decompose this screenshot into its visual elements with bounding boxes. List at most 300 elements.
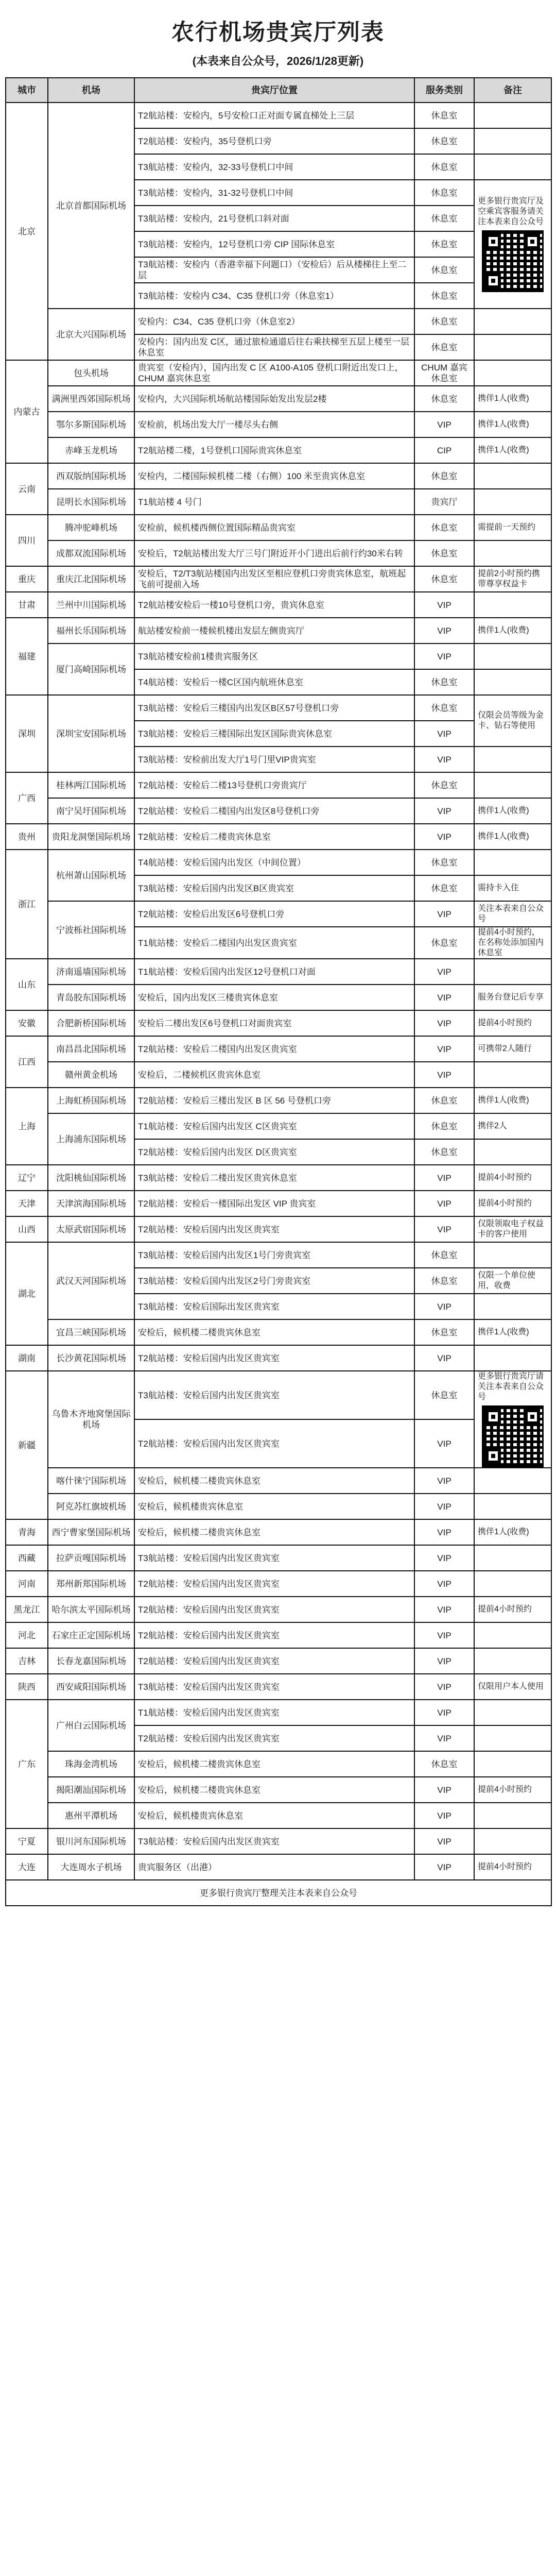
table-row xyxy=(6,412,551,437)
note-cell xyxy=(474,850,551,875)
airport-cell: 杭州萧山国际机场 xyxy=(48,850,134,901)
service-cell: VIP xyxy=(414,1345,474,1371)
table-row xyxy=(6,618,551,643)
location-cell: T2航站楼：安检后国内出发区贵宾室 xyxy=(134,1597,414,1622)
service-cell: 休息室 xyxy=(414,231,474,257)
airport-cell: 鄂尔多斯国际机场 xyxy=(48,412,134,437)
service-cell: 休息室 xyxy=(414,772,474,798)
location-cell: T2航站楼：安检后国内出发区贵宾室 xyxy=(134,1216,414,1242)
note-cell: 提前4小时预约 xyxy=(474,1597,551,1622)
table-row xyxy=(6,1088,551,1113)
location-cell: 安检后，候机楼二楼贵宾休息室 xyxy=(134,1519,414,1545)
table-body xyxy=(6,103,551,1906)
location-cell: T2航站楼安检后一楼10号登机口旁，贵宾休息室 xyxy=(134,592,414,618)
note-cell xyxy=(474,154,551,180)
service-cell: VIP xyxy=(414,1494,474,1519)
airport-cell: 青岛胶东国际机场 xyxy=(48,985,134,1010)
airport-cell: 济南遥墙国际机场 xyxy=(48,959,134,985)
service-cell: VIP xyxy=(414,747,474,772)
service-cell: 休息室 xyxy=(414,1371,474,1419)
column-header: 机场 xyxy=(48,78,134,103)
note-cell: 仅限一个单位使用，收费 xyxy=(474,1268,551,1294)
location-cell: 安检内：国内出发 C区，通过旅检通道后往右乘扶梯至五层上楼至一层休息室 xyxy=(134,334,414,360)
location-cell: T3航站楼：安检前出发大厅1号门里VIP贵宾室 xyxy=(134,747,414,772)
city-cell: 四川 xyxy=(6,515,48,566)
table-row xyxy=(6,850,551,875)
table-row xyxy=(6,1036,551,1062)
note-cell: 携伴1人(收费) xyxy=(474,798,551,824)
location-cell: T2航站楼：安检内，5号安检口正对面专属直梯处上三层 xyxy=(134,103,414,128)
location-cell: 贵宾室（安检内），国内出发 C 区 A100-A105 登机口附近出发口上，CHUM 嘉宾休息室 xyxy=(134,360,414,386)
airport-cell: 深圳宝安国际机场 xyxy=(48,695,134,772)
city-cell: 内蒙古 xyxy=(6,360,48,463)
service-cell: 休息室 xyxy=(414,1319,474,1345)
note-cell xyxy=(474,959,551,985)
table-row xyxy=(6,1494,551,1519)
location-cell: 安检后，候机楼二楼贵宾休息室 xyxy=(134,1468,414,1494)
location-cell: T2航站楼：安检后二楼国内出发区贵宾室 xyxy=(134,1036,414,1062)
service-cell: VIP xyxy=(414,1622,474,1648)
airport-cell: 赣州黄金机场 xyxy=(48,1062,134,1088)
note-cell xyxy=(474,1545,551,1571)
airport-cell: 西安咸阳国际机场 xyxy=(48,1674,134,1700)
qr-finder-mark xyxy=(525,1409,540,1425)
location-cell: 安检后，候机楼二楼贵宾休息室 xyxy=(134,1751,414,1777)
note-cell: 携伴1人(收费) xyxy=(474,412,551,437)
service-cell: VIP xyxy=(414,1725,474,1751)
table-row xyxy=(6,1597,551,1622)
airport-cell: 宜昌三峡国际机场 xyxy=(48,1319,134,1345)
note-cell xyxy=(474,128,551,154)
service-cell: VIP xyxy=(414,618,474,643)
note-cell: 更多银行贵宾厅请关注本表来自公众号 xyxy=(474,1371,551,1468)
note-cell xyxy=(474,309,551,334)
city-cell: 甘肃 xyxy=(6,592,48,618)
airport-cell: 石家庄正定国际机场 xyxy=(48,1622,134,1648)
city-cell: 吉林 xyxy=(6,1648,48,1674)
location-cell: T2航站楼：安检后国内出发区贵宾室 xyxy=(134,1725,414,1751)
table-row xyxy=(6,1700,551,1725)
airport-cell: 大连周水子机场 xyxy=(48,1854,134,1880)
note-cell xyxy=(474,1725,551,1751)
airport-cell: 桂林两江国际机场 xyxy=(48,772,134,798)
city-cell: 福建 xyxy=(6,618,48,695)
service-cell: VIP xyxy=(414,1777,474,1803)
service-cell: VIP xyxy=(414,1545,474,1571)
table-row xyxy=(6,985,551,1010)
note-cell: 携伴2人 xyxy=(474,1113,551,1139)
table-row xyxy=(6,1062,551,1088)
location-cell: T3航站楼：安检后三楼国际出发区国际贵宾休息室 xyxy=(134,721,414,747)
note-cell xyxy=(474,360,551,386)
service-cell: VIP xyxy=(414,824,474,850)
location-cell: T3航站楼：安检后二楼出发区贵宾休息室 xyxy=(134,1165,414,1191)
city-cell: 上海 xyxy=(6,1088,48,1165)
location-cell: 安检内，二楼国际候机楼二楼（右侧）100 米至贵宾休息室 xyxy=(134,463,414,489)
qr-finder-mark xyxy=(525,234,540,249)
table-row xyxy=(6,1545,551,1571)
column-header: 备注 xyxy=(474,78,551,103)
table-row xyxy=(6,1345,551,1371)
service-cell: VIP xyxy=(414,1419,474,1468)
service-cell: 休息室 xyxy=(414,1268,474,1294)
note-cell: 需持卡入住 xyxy=(474,875,551,901)
city-cell: 贵州 xyxy=(6,824,48,850)
airport-cell: 北京首都国际机场 xyxy=(48,103,134,309)
note-cell xyxy=(474,643,551,669)
airport-cell: 南宁吴圩国际机场 xyxy=(48,798,134,824)
note-cell xyxy=(474,1571,551,1597)
airport-cell: 喀什徕宁国际机场 xyxy=(48,1468,134,1494)
table-row xyxy=(6,1319,551,1345)
footer-note: 更多银行贵宾厅整理关注本表来自公众号 xyxy=(6,1880,551,1906)
airport-cell: 珠海金湾机场 xyxy=(48,1751,134,1777)
note-cell: 携伴1人(收费) xyxy=(474,824,551,850)
table-row xyxy=(6,1777,551,1803)
service-cell: 休息室 xyxy=(414,875,474,901)
service-cell: 休息室 xyxy=(414,695,474,721)
location-cell: T1航站楼 4 号门 xyxy=(134,489,414,515)
note-cell: 需提前一天预约 xyxy=(474,515,551,540)
city-cell: 辽宁 xyxy=(6,1165,48,1191)
airport-cell: 广州白云国际机场 xyxy=(48,1700,134,1751)
service-cell: 休息室 xyxy=(414,669,474,695)
airport-cell: 腾冲驼峰机场 xyxy=(48,515,134,540)
note-cell: 提前4小时预约 xyxy=(474,1010,551,1036)
qr-finder-mark xyxy=(485,1448,501,1464)
service-cell: VIP xyxy=(414,1674,474,1700)
table-row xyxy=(6,1165,551,1191)
service-cell: 休息室 xyxy=(414,1139,474,1165)
airport-cell: 武汉天河国际机场 xyxy=(48,1242,134,1319)
location-cell: 安检后二楼出发区6号登机口对面贵宾室 xyxy=(134,1010,414,1036)
table-row xyxy=(6,1571,551,1597)
page-title: 农行机场贵宾厅列表 xyxy=(171,20,385,45)
table-row xyxy=(6,643,551,669)
location-cell: T3航站楼：安检后国内出发区贵宾室 xyxy=(134,1545,414,1571)
airport-cell: 南昌昌北国际机场 xyxy=(48,1036,134,1062)
service-cell: VIP xyxy=(414,1828,474,1854)
service-cell: 休息室 xyxy=(414,128,474,154)
location-cell: T1航站楼：安检后国内出发区 C区贵宾室 xyxy=(134,1113,414,1139)
note-cell xyxy=(474,1700,551,1725)
note-cell: 携伴1人(收费) xyxy=(474,386,551,412)
service-cell: VIP xyxy=(414,1700,474,1725)
location-cell: T3航站楼：安检后国内出发区贵宾室 xyxy=(134,1371,414,1419)
location-cell: T2航站楼：安检后二楼国内出发区8号登机口旁 xyxy=(134,798,414,824)
location-cell: T2航站楼：安检后二楼贵宾休息室 xyxy=(134,824,414,850)
airport-cell: 惠州平潭机场 xyxy=(48,1803,134,1828)
location-cell: T3航站楼：安检后国内出发区1号门旁贵宾室 xyxy=(134,1242,414,1268)
location-cell: T3航站楼：安检后国内出发区B区贵宾室 xyxy=(134,875,414,901)
city-cell: 大连 xyxy=(6,1854,48,1880)
service-cell: VIP xyxy=(414,1216,474,1242)
city-cell: 云南 xyxy=(6,463,48,515)
location-cell: 贵宾服务区（出港） xyxy=(134,1854,414,1880)
note-cell: 携伴1人(收费) xyxy=(474,1519,551,1545)
location-cell: T3航站楼：安检后三楼国内出发区B区57号登机口旁 xyxy=(134,695,414,721)
note-cell xyxy=(474,1828,551,1854)
lounge-table xyxy=(5,77,552,1906)
note-cell xyxy=(474,540,551,566)
table-row xyxy=(6,360,551,386)
table-row xyxy=(6,772,551,798)
table-row xyxy=(6,1751,551,1777)
table-row xyxy=(6,1854,551,1880)
table-row xyxy=(6,540,551,566)
location-cell: T2航站楼：安检后出发区6号登机口旁 xyxy=(134,901,414,927)
note-cell: 服务台登记后专享 xyxy=(474,985,551,1010)
note-cell: 提前4小时预约 xyxy=(474,1777,551,1803)
location-cell: T1航站楼：安检后国内出发区12号登机口对面 xyxy=(134,959,414,985)
table-row xyxy=(6,695,551,721)
location-cell: 安检后，候机楼二楼贵宾休息室 xyxy=(134,1777,414,1803)
table-row xyxy=(6,1519,551,1545)
service-cell: VIP xyxy=(414,592,474,618)
location-cell: T3航站楼：安检内，31-32号登机口中间 xyxy=(134,180,414,206)
table-row xyxy=(6,824,551,850)
service-cell: 休息室 xyxy=(414,1088,474,1113)
airport-cell: 长沙黄花国际机场 xyxy=(48,1345,134,1371)
location-cell: T3航站楼：安检内，32-33号登机口中间 xyxy=(134,154,414,180)
city-cell: 深圳 xyxy=(6,695,48,772)
city-cell: 陕西 xyxy=(6,1674,48,1700)
airport-cell: 上海浦东国际机场 xyxy=(48,1113,134,1165)
note-cell: 仅限领取电子权益卡的客户使用 xyxy=(474,1216,551,1242)
service-cell: 休息室 xyxy=(414,1242,474,1268)
table-row xyxy=(6,1648,551,1674)
service-cell: 休息室 xyxy=(414,927,474,959)
airport-cell: 上海虹桥国际机场 xyxy=(48,1088,134,1113)
location-cell: T4航站楼：安检后一楼C区国内航班休息室 xyxy=(134,669,414,695)
airport-cell: 乌鲁木齐地窝堡国际机场 xyxy=(48,1371,134,1468)
table-row xyxy=(6,592,551,618)
table-row xyxy=(6,489,551,515)
airport-cell: 揭阳潮汕国际机场 xyxy=(48,1777,134,1803)
location-cell: 航站楼安检前一楼候机楼出发层左侧贵宾厅 xyxy=(134,618,414,643)
note-cell xyxy=(474,1062,551,1088)
airport-cell: 阿克苏红旗坡机场 xyxy=(48,1494,134,1519)
city-cell: 山西 xyxy=(6,1216,48,1242)
service-cell: 休息室 xyxy=(414,154,474,180)
airport-cell: 银川河东国际机场 xyxy=(48,1828,134,1854)
location-cell: T3航站楼：安检后国际出发区贵宾室 xyxy=(134,1294,414,1319)
service-cell: VIP xyxy=(414,1648,474,1674)
service-cell: VIP xyxy=(414,1010,474,1036)
location-cell: T1航站楼：安检后二楼国内出发区贵宾室 xyxy=(134,927,414,959)
location-cell: T2航站楼：安检后国内出发区贵宾室 xyxy=(134,1571,414,1597)
table-row xyxy=(6,1010,551,1036)
location-cell: T2航站楼：安检后国内出发区贵宾室 xyxy=(134,1622,414,1648)
service-cell: VIP xyxy=(414,1294,474,1319)
location-cell: 安检后，二楼候机区贵宾休息室 xyxy=(134,1062,414,1088)
note-cell xyxy=(474,1242,551,1268)
location-cell: T2航站楼：安检内，35号登机口旁 xyxy=(134,128,414,154)
note-cell: 可携带2人随行 xyxy=(474,1036,551,1062)
note-cell xyxy=(474,1622,551,1648)
location-cell: T2航站楼：安检后一楼国际出发区 VIP 贵宾室 xyxy=(134,1191,414,1216)
city-cell: 西藏 xyxy=(6,1545,48,1571)
service-cell: CHUM 嘉宾休息室 xyxy=(414,360,474,386)
service-cell: 休息室 xyxy=(414,257,474,283)
city-cell: 山东 xyxy=(6,959,48,1010)
airport-cell: 满洲里西郊国际机场 xyxy=(48,386,134,412)
table-row xyxy=(6,1803,551,1828)
table-row xyxy=(6,798,551,824)
note-cell: 仅限用户本人使用 xyxy=(474,1674,551,1700)
location-cell: 安检后，T2/T3航站楼国内出发区至相应登机口旁贵宾休息室，航班起飞前可提前入场 xyxy=(134,566,414,592)
city-cell: 北京 xyxy=(6,103,48,360)
table-header-row xyxy=(6,78,551,103)
service-cell: VIP xyxy=(414,1519,474,1545)
note-cell: 更多银行贵宾厅及空乘宾客服务请关注本表来自公众号 xyxy=(474,180,551,309)
location-cell: T2航站楼：安检后二楼13号登机口旁贵宾厅 xyxy=(134,772,414,798)
location-cell: 安检内，大兴国际机场航站楼国际始发出发层2楼 xyxy=(134,386,414,412)
note-cell: 携伴1人(收费) xyxy=(474,1088,551,1113)
note-cell xyxy=(474,1345,551,1371)
qr-code-icon xyxy=(482,230,544,292)
service-cell: VIP xyxy=(414,721,474,747)
note-cell xyxy=(474,1648,551,1674)
city-cell: 江西 xyxy=(6,1036,48,1088)
location-cell: T2航站楼：安检后国内出发区贵宾室 xyxy=(134,1345,414,1371)
city-cell: 新疆 xyxy=(6,1371,48,1519)
airport-cell: 西双版纳国际机场 xyxy=(48,463,134,489)
page-header xyxy=(0,0,556,77)
airport-cell: 太原武宿国际机场 xyxy=(48,1216,134,1242)
airport-cell: 厦门高崎国际机场 xyxy=(48,643,134,695)
table-row xyxy=(6,1371,551,1419)
location-cell: T3航站楼：安检后国内出发区2号门旁贵宾室 xyxy=(134,1268,414,1294)
service-cell: 休息室 xyxy=(414,309,474,334)
table-row xyxy=(6,1242,551,1268)
qr-finder-mark xyxy=(485,273,501,289)
note-cell xyxy=(474,747,551,772)
service-cell: VIP xyxy=(414,1854,474,1880)
airport-cell: 贵阳龙洞堡国际机场 xyxy=(48,824,134,850)
note-cell xyxy=(474,103,551,128)
note-cell xyxy=(474,1494,551,1519)
city-cell: 湖北 xyxy=(6,1242,48,1345)
service-cell: VIP xyxy=(414,1165,474,1191)
table-row xyxy=(6,1113,551,1139)
table-row xyxy=(6,1191,551,1216)
note-cell xyxy=(474,1803,551,1828)
service-cell: 休息室 xyxy=(414,283,474,309)
note-cell xyxy=(474,1751,551,1777)
location-cell: T4航站楼：安检后国内出发区（中间位置） xyxy=(134,850,414,875)
table-row xyxy=(6,1216,551,1242)
airport-cell: 北京大兴国际机场 xyxy=(48,309,134,360)
city-cell: 河北 xyxy=(6,1622,48,1648)
service-cell: 休息室 xyxy=(414,180,474,206)
note-cell xyxy=(474,592,551,618)
airport-cell: 沈阳桃仙国际机场 xyxy=(48,1165,134,1191)
service-cell: VIP xyxy=(414,1191,474,1216)
note-cell: 提前4小时预约 xyxy=(474,1854,551,1880)
note-cell: 提前2小时预约携带尊享权益卡 xyxy=(474,566,551,592)
service-cell: VIP xyxy=(414,959,474,985)
airport-cell: 宁波栎社国际机场 xyxy=(48,901,134,959)
service-cell: CIP xyxy=(414,437,474,463)
service-cell: 休息室 xyxy=(414,334,474,360)
airport-cell: 赤峰玉龙机场 xyxy=(48,437,134,463)
note-cell xyxy=(474,1294,551,1319)
city-cell: 黑龙江 xyxy=(6,1597,48,1622)
city-cell: 湖南 xyxy=(6,1345,48,1371)
location-cell: 安检后，候机楼贵宾休息室 xyxy=(134,1494,414,1519)
location-cell: T2航站楼二楼，1号登机口国际贵宾休息室 xyxy=(134,437,414,463)
note-cell: 提前4小时预约 xyxy=(474,1191,551,1216)
table-row xyxy=(6,959,551,985)
note-cell: 提前4小时预约 xyxy=(474,1165,551,1191)
table-row xyxy=(6,437,551,463)
location-cell: T1航站楼：安检后国内出发区贵宾室 xyxy=(134,1700,414,1725)
service-cell: VIP xyxy=(414,901,474,927)
note-cell: 携伴1人(收费) xyxy=(474,618,551,643)
service-cell: 休息室 xyxy=(414,566,474,592)
location-cell: 安检后，T2航站楼出发大厅三号门附近开小门进出后前行约30米右转 xyxy=(134,540,414,566)
column-header: 城市 xyxy=(6,78,48,103)
location-cell: 安检后，候机楼二楼贵宾休息室 xyxy=(134,1319,414,1345)
city-cell: 浙江 xyxy=(6,850,48,959)
service-cell: 休息室 xyxy=(414,1113,474,1139)
service-cell: VIP xyxy=(414,1036,474,1062)
airport-cell: 昆明长水国际机场 xyxy=(48,489,134,515)
footer-row xyxy=(6,1880,551,1906)
table-row xyxy=(6,1468,551,1494)
location-cell: T3航站楼：安检后国内出发区贵宾室 xyxy=(134,1674,414,1700)
table-row xyxy=(6,463,551,489)
service-cell: VIP xyxy=(414,985,474,1010)
service-cell: VIP xyxy=(414,798,474,824)
service-cell: VIP xyxy=(414,412,474,437)
location-cell: T2航站楼：安检后国内出发区 D区贵宾室 xyxy=(134,1139,414,1165)
service-cell: VIP xyxy=(414,1597,474,1622)
location-cell: 安检前，候机楼西侧位置国际精品贵宾室 xyxy=(134,515,414,540)
location-cell: T2航站楼：安检后国内出发区贵宾室 xyxy=(134,1419,414,1468)
airport-cell: 西宁曹家堡国际机场 xyxy=(48,1519,134,1545)
page-subtitle: (本表来自公众号，2026/1/28更新) xyxy=(192,55,364,67)
service-cell: VIP xyxy=(414,643,474,669)
location-cell: T3航站楼：安检内，21号登机口斜对面 xyxy=(134,206,414,231)
table-row xyxy=(6,901,551,927)
airport-cell: 合肥新桥国际机场 xyxy=(48,1010,134,1036)
table-row xyxy=(6,103,551,128)
service-cell: 贵宾厅 xyxy=(414,489,474,515)
table-row xyxy=(6,1828,551,1854)
table-row xyxy=(6,515,551,540)
service-cell: 休息室 xyxy=(414,206,474,231)
note-cell xyxy=(474,772,551,798)
location-cell: T2航站楼：安检后三楼出发区 B 区 56 号登机口旁 xyxy=(134,1088,414,1113)
note-cell xyxy=(474,1139,551,1165)
location-cell: 安检前，机场出发大厅一楼尽头右侧 xyxy=(134,412,414,437)
service-cell: VIP xyxy=(414,1062,474,1088)
location-cell: 安检后，候机楼贵宾休息室 xyxy=(134,1803,414,1828)
note-cell: 仅限会员等级为金卡、钻石等使用 xyxy=(474,695,551,747)
note-cell xyxy=(474,489,551,515)
airport-cell: 重庆江北国际机场 xyxy=(48,566,134,592)
table-row xyxy=(6,386,551,412)
note-cell: 携伴1人(收费) xyxy=(474,437,551,463)
qr-code-icon xyxy=(482,1405,544,1467)
service-cell: 休息室 xyxy=(414,850,474,875)
note-cell: 携伴1人(收费) xyxy=(474,1319,551,1345)
city-cell: 广东 xyxy=(6,1700,48,1828)
airport-cell: 拉萨贡嘎国际机场 xyxy=(48,1545,134,1571)
service-cell: 休息室 xyxy=(414,103,474,128)
